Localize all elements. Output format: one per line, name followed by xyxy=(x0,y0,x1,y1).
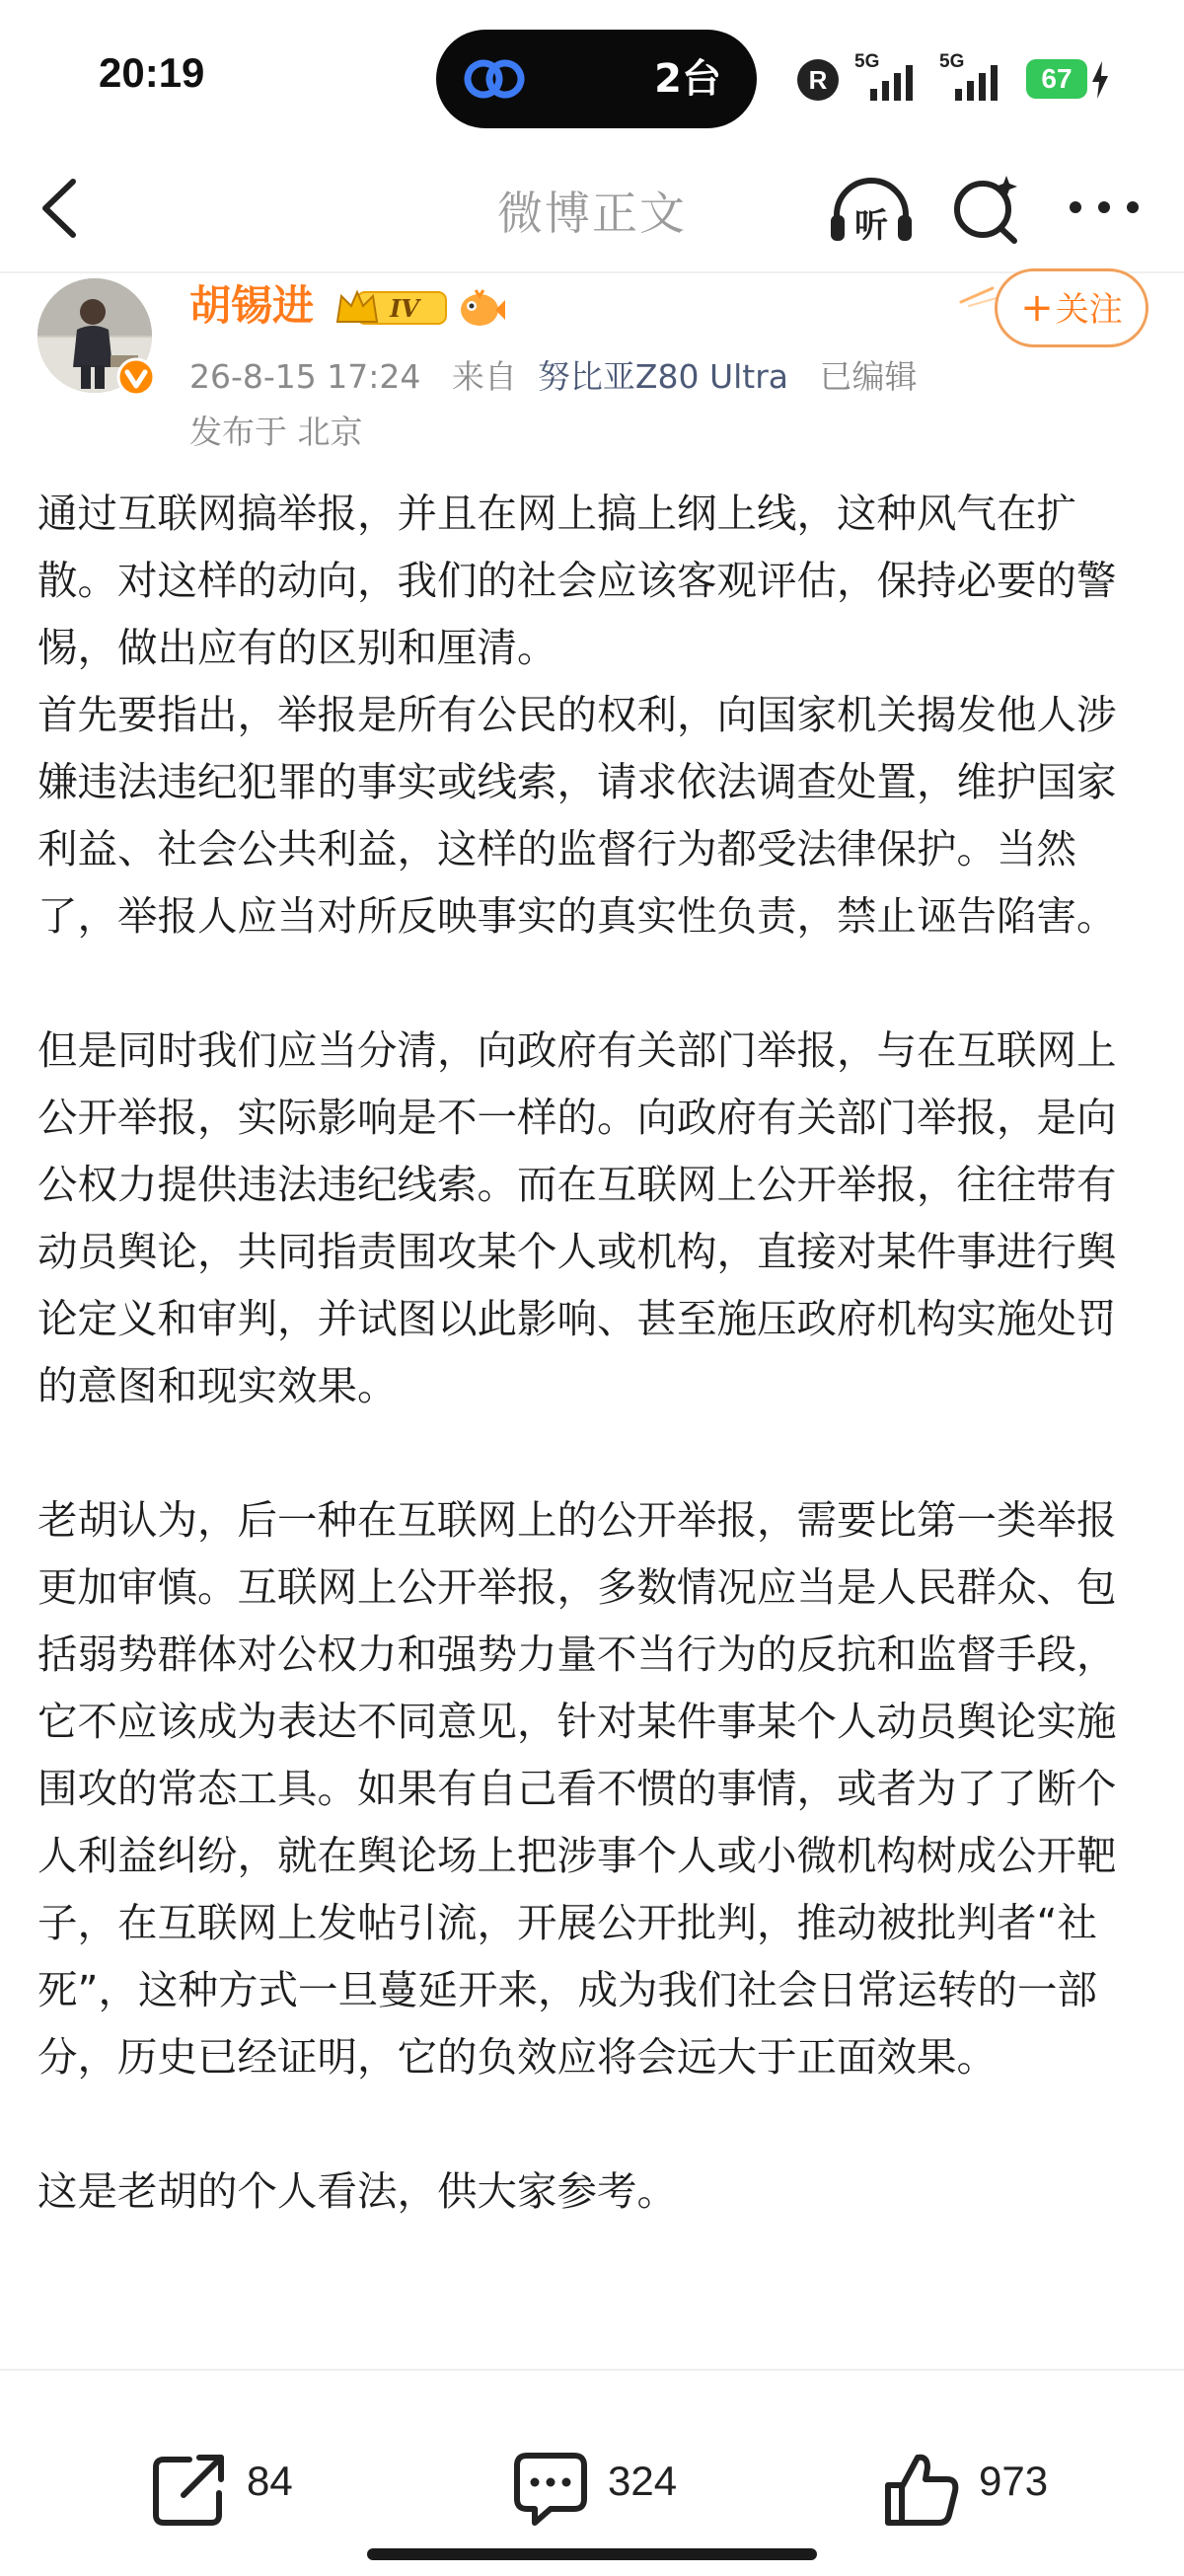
author-name[interactable]: 胡锡进 xyxy=(189,281,315,330)
repost-icon xyxy=(150,2450,229,2529)
home-indicator[interactable] xyxy=(367,2548,817,2560)
post-body xyxy=(37,480,1150,2225)
signal-bars-icon xyxy=(868,63,918,101)
fish-icon xyxy=(456,284,505,332)
like-button[interactable] xyxy=(882,2450,1079,2529)
like-count: 973 xyxy=(979,2458,1049,2504)
status-time: 20:19 xyxy=(99,49,205,96)
repost-button[interactable] xyxy=(150,2450,308,2529)
search-icon[interactable] xyxy=(949,172,1024,247)
signal-5g-2 xyxy=(939,51,1006,101)
comment-icon xyxy=(511,2450,590,2529)
listen-label: 听 xyxy=(854,206,888,246)
follow-plus-icon: + xyxy=(1020,285,1054,331)
follow-button[interactable] xyxy=(995,268,1148,347)
follow-label: 关注 xyxy=(1055,290,1123,330)
island-count: 2台 xyxy=(654,56,721,102)
more-icon[interactable] xyxy=(1066,188,1143,227)
nav-bar xyxy=(0,148,1184,273)
source-prefix: 来自 xyxy=(451,357,517,396)
post-paragraph: 首先要指出，举报是所有公民的权利，向国家机关揭发他人涉嫌违法违纪犯罪的事实或线索，请求依法调查处置，维护国家利益、社会公共利益，这样的监督行为都受法律保护。当然了，举报人应当对所反映事实的真实性负责，禁止诬告陷害。 xyxy=(37,691,1117,940)
post-meta xyxy=(189,351,917,398)
charging-icon xyxy=(1091,61,1109,99)
post-timestamp: 26-8-15 17:24 xyxy=(189,357,421,396)
comment-count: 324 xyxy=(608,2458,678,2504)
post-location: 发布于 北京 xyxy=(189,413,363,451)
post-paragraph: 老胡认为，后一种在互联网上的公开举报，需要比第一类举报更加审慎。互联网上公开举报，多数情况应当是人民群众、包括弱势群体对公权力和强势力量不当行为的反抗和监督手段，它不应该成为表达不同意见，针对某件事某个人动员舆论实施围攻的常态工具。如果有自己看不惯的事情，或者为了了断个人利益纠纷，就在舆论场上把涉事个人或小微机构树成公开靶子，在互联网上发帖引流，开展公开批判，推动被批判者“社死”，这种方式一旦蔓延开来，成为我们社会日常运转的一部分，历史已经证明，它的负效应将会远大于正面效果。 xyxy=(37,1496,1117,2081)
paragraph-gap xyxy=(37,1419,1150,1486)
link-icon xyxy=(464,53,525,105)
status-bar xyxy=(0,0,1184,148)
page-title: 微博正文 xyxy=(497,187,687,240)
level-badge-text: IV xyxy=(390,294,419,323)
post-paragraph: 这是老胡的个人看法，供大家参考。 xyxy=(37,2167,677,2215)
r-badge: R xyxy=(797,59,839,101)
verified-badge-icon xyxy=(116,357,156,397)
listen-icon[interactable] xyxy=(827,176,916,247)
battery-indicator: 67 xyxy=(1026,59,1087,99)
post-paragraph: 但是同时我们应当分清，向政府有关部门举报，与在互联网上公开举报，实际影响是不一样的。向政府有关部门举报，是向公权力提供违法违纪线索。而在互联网上公开举报，往往带有动员舆论，共同指责围攻某个人或机构，直接对某件事进行舆论定义和审判，并试图以此影响、甚至施压政府机构实施处罚的意图和现实效果。 xyxy=(37,1026,1117,1409)
network-label-1: 5G xyxy=(854,51,880,72)
signal-5g-1 xyxy=(854,51,922,101)
paragraph-gap xyxy=(37,2090,1150,2158)
dynamic-island[interactable] xyxy=(436,30,757,128)
network-label-2: 5G xyxy=(939,51,965,72)
level-crown-badge-icon[interactable] xyxy=(335,288,448,328)
source-device[interactable]: 努比亚Z80 Ultra xyxy=(537,357,788,396)
edited-label[interactable]: 已编辑 xyxy=(819,357,918,396)
repost-count: 84 xyxy=(247,2458,293,2504)
post-paragraph: 通过互联网搞举报，并且在网上搞上纲上线，这种风气在扩散。对这样的动向，我们的社会应该客观评估，保持必要的警惕，做出应有的区别和厘清。 xyxy=(37,490,1117,671)
action-bar xyxy=(0,2369,1184,2576)
signal-bars-icon xyxy=(953,63,1002,101)
thumbs-up-icon xyxy=(882,2450,961,2529)
paragraph-gap xyxy=(37,949,1150,1017)
comment-button[interactable] xyxy=(511,2450,708,2529)
status-indicators xyxy=(797,51,1093,105)
